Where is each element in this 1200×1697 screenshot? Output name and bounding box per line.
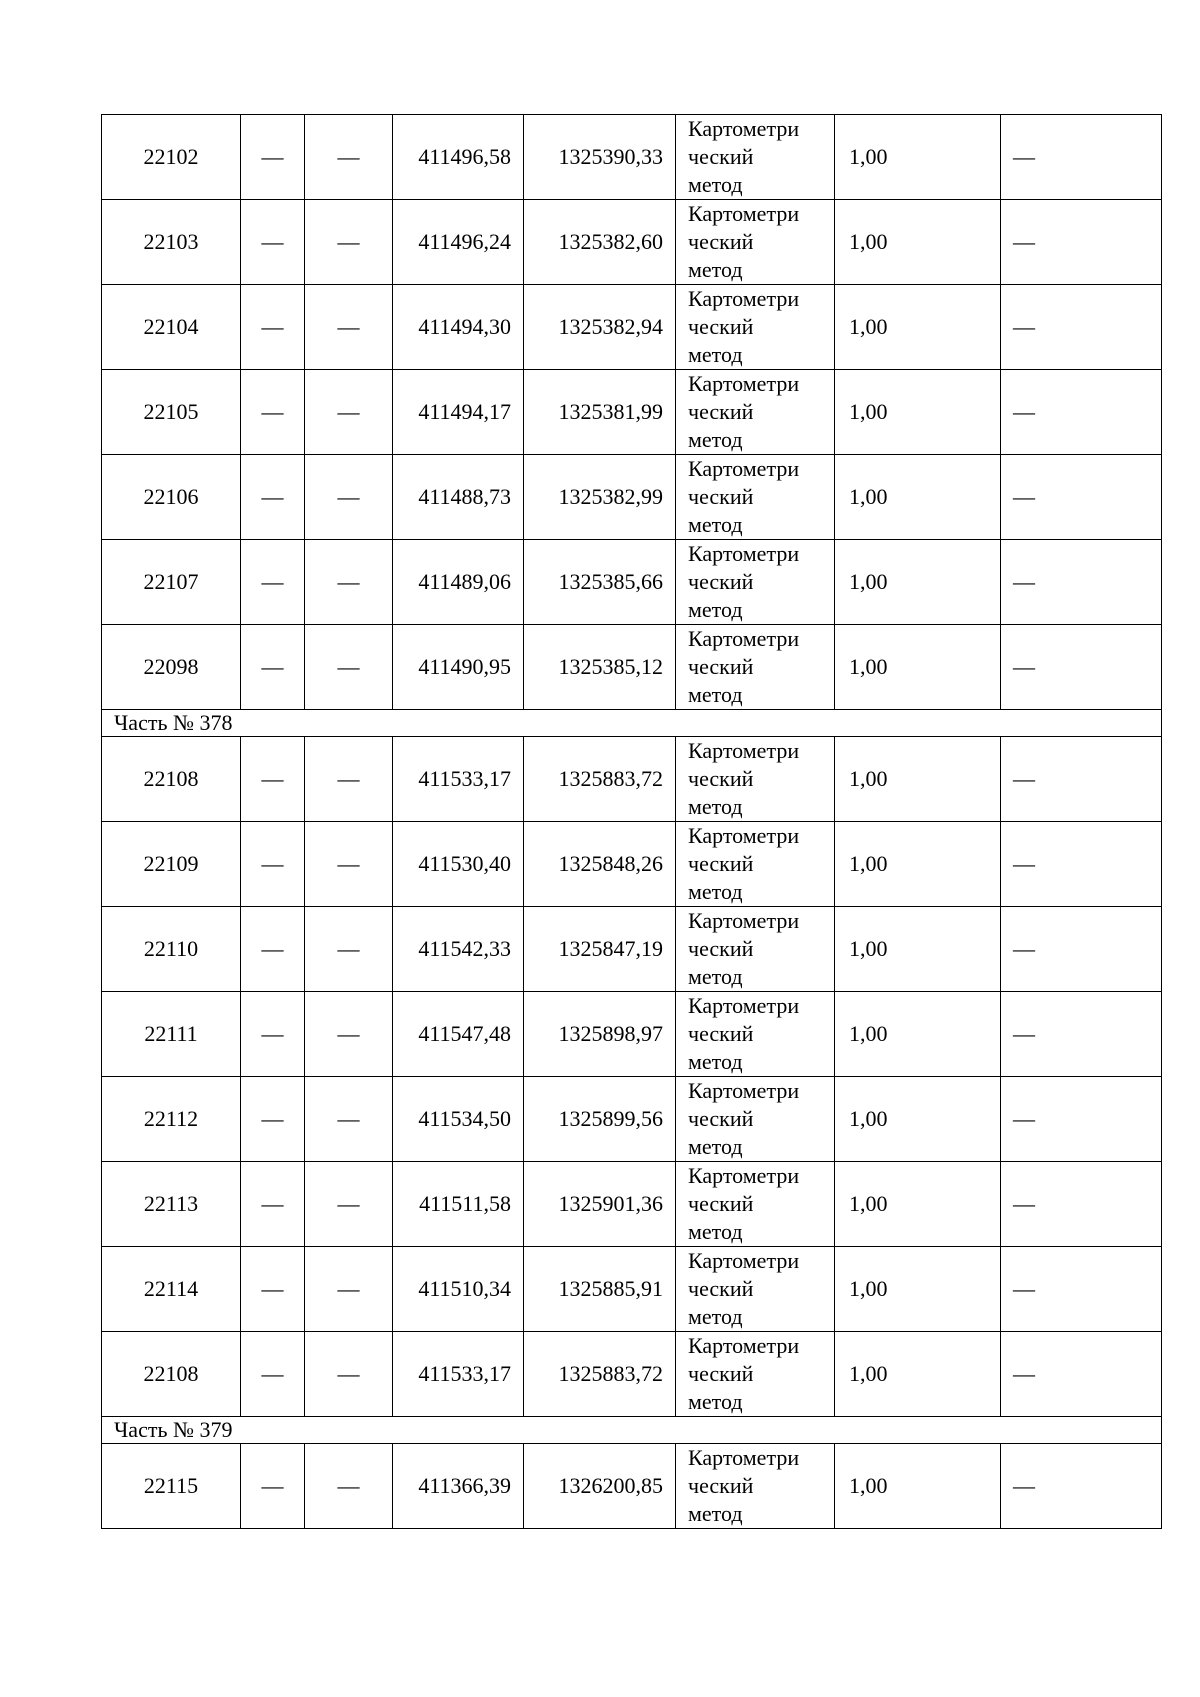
- x-coordinate-cell: 411547,48: [393, 992, 524, 1077]
- old-x-cell: —: [241, 285, 305, 370]
- old-x-cell: —: [241, 370, 305, 455]
- old-x-cell: —: [241, 200, 305, 285]
- accuracy-cell: 1,00: [835, 200, 1001, 285]
- y-coordinate-cell: 1325885,91: [524, 1247, 676, 1332]
- method-cell: [676, 822, 835, 907]
- description-cell: —: [1001, 737, 1162, 822]
- table-row: [102, 285, 1162, 370]
- point-number-cell: 22098: [102, 625, 241, 710]
- method-cell: [676, 285, 835, 370]
- method-text: Картометри ческий метод: [688, 626, 800, 707]
- point-number-cell: 22115: [102, 1444, 241, 1529]
- point-number-cell: 22109: [102, 822, 241, 907]
- table-row: [102, 1247, 1162, 1332]
- accuracy-cell: 1,00: [835, 1247, 1001, 1332]
- accuracy-cell: 1,00: [835, 1332, 1001, 1417]
- section-header-row: [102, 710, 1162, 737]
- description-cell: —: [1001, 1332, 1162, 1417]
- table-row: [102, 737, 1162, 822]
- accuracy-cell: 1,00: [835, 1162, 1001, 1247]
- old-y-cell: —: [305, 1332, 393, 1417]
- y-coordinate-cell: 1325848,26: [524, 822, 676, 907]
- old-y-cell: —: [305, 907, 393, 992]
- method-text: Картометри ческий метод: [688, 908, 800, 989]
- method-cell: [676, 200, 835, 285]
- table-row: [102, 822, 1162, 907]
- method-text: Картометри ческий метод: [688, 541, 800, 622]
- old-y-cell: —: [305, 1077, 393, 1162]
- section-label: Часть № 379: [102, 1417, 1162, 1444]
- method-cell: [676, 1162, 835, 1247]
- method-cell: [676, 1332, 835, 1417]
- method-text: Картометри ческий метод: [688, 1333, 800, 1414]
- method-text: Картометри ческий метод: [688, 1078, 800, 1159]
- old-x-cell: —: [241, 1444, 305, 1529]
- section-header-row: [102, 1417, 1162, 1444]
- y-coordinate-cell: 1325899,56: [524, 1077, 676, 1162]
- x-coordinate-cell: 411511,58: [393, 1162, 524, 1247]
- table-row: [102, 1332, 1162, 1417]
- old-y-cell: —: [305, 992, 393, 1077]
- method-cell: [676, 907, 835, 992]
- method-cell: [676, 455, 835, 540]
- table-row: [102, 992, 1162, 1077]
- x-coordinate-cell: 411488,73: [393, 455, 524, 540]
- table-row: [102, 115, 1162, 200]
- y-coordinate-cell: 1325385,12: [524, 625, 676, 710]
- old-y-cell: —: [305, 822, 393, 907]
- method-cell: [676, 1077, 835, 1162]
- x-coordinate-cell: 411534,50: [393, 1077, 524, 1162]
- table-row: [102, 540, 1162, 625]
- y-coordinate-cell: 1325382,99: [524, 455, 676, 540]
- table-row: [102, 625, 1162, 710]
- point-number-cell: 22111: [102, 992, 241, 1077]
- x-coordinate-cell: 411366,39: [393, 1444, 524, 1529]
- y-coordinate-cell: 1325883,72: [524, 737, 676, 822]
- y-coordinate-cell: 1325883,72: [524, 1332, 676, 1417]
- accuracy-cell: 1,00: [835, 1444, 1001, 1529]
- old-x-cell: —: [241, 115, 305, 200]
- description-cell: —: [1001, 1077, 1162, 1162]
- method-cell: [676, 1444, 835, 1529]
- point-number-cell: 22114: [102, 1247, 241, 1332]
- old-x-cell: —: [241, 1247, 305, 1332]
- description-cell: —: [1001, 115, 1162, 200]
- x-coordinate-cell: 411496,58: [393, 115, 524, 200]
- x-coordinate-cell: 411533,17: [393, 1332, 524, 1417]
- section-label: Часть № 378: [102, 710, 1162, 737]
- old-x-cell: —: [241, 455, 305, 540]
- method-cell: [676, 625, 835, 710]
- accuracy-cell: 1,00: [835, 115, 1001, 200]
- x-coordinate-cell: 411489,06: [393, 540, 524, 625]
- old-y-cell: —: [305, 1162, 393, 1247]
- method-cell: [676, 992, 835, 1077]
- old-x-cell: —: [241, 1077, 305, 1162]
- table-row: [102, 1444, 1162, 1529]
- x-coordinate-cell: 411494,17: [393, 370, 524, 455]
- x-coordinate-cell: 411494,30: [393, 285, 524, 370]
- description-cell: —: [1001, 200, 1162, 285]
- method-text: Картометри ческий метод: [688, 201, 800, 282]
- description-cell: —: [1001, 1162, 1162, 1247]
- description-cell: —: [1001, 455, 1162, 540]
- accuracy-cell: 1,00: [835, 1077, 1001, 1162]
- description-cell: —: [1001, 1444, 1162, 1529]
- method-cell: [676, 737, 835, 822]
- coordinates-table: [101, 114, 1162, 1529]
- description-cell: —: [1001, 370, 1162, 455]
- accuracy-cell: 1,00: [835, 285, 1001, 370]
- method-text: Картометри ческий метод: [688, 1445, 800, 1526]
- old-x-cell: —: [241, 1162, 305, 1247]
- y-coordinate-cell: 1325381,99: [524, 370, 676, 455]
- accuracy-cell: 1,00: [835, 737, 1001, 822]
- point-number-cell: 22113: [102, 1162, 241, 1247]
- y-coordinate-cell: 1325382,94: [524, 285, 676, 370]
- y-coordinate-cell: 1325385,66: [524, 540, 676, 625]
- old-y-cell: —: [305, 370, 393, 455]
- point-number-cell: 22105: [102, 370, 241, 455]
- old-y-cell: —: [305, 200, 393, 285]
- point-number-cell: 22108: [102, 737, 241, 822]
- old-y-cell: —: [305, 285, 393, 370]
- x-coordinate-cell: 411530,40: [393, 822, 524, 907]
- old-y-cell: —: [305, 625, 393, 710]
- table-row: [102, 907, 1162, 992]
- old-x-cell: —: [241, 992, 305, 1077]
- method-text: Картометри ческий метод: [688, 738, 800, 819]
- old-y-cell: —: [305, 737, 393, 822]
- y-coordinate-cell: 1325898,97: [524, 992, 676, 1077]
- old-y-cell: —: [305, 1444, 393, 1529]
- description-cell: —: [1001, 907, 1162, 992]
- old-y-cell: —: [305, 115, 393, 200]
- table-row: [102, 455, 1162, 540]
- point-number-cell: 22108: [102, 1332, 241, 1417]
- accuracy-cell: 1,00: [835, 907, 1001, 992]
- x-coordinate-cell: 411496,24: [393, 200, 524, 285]
- method-text: Картометри ческий метод: [688, 116, 800, 197]
- table-row: [102, 1077, 1162, 1162]
- y-coordinate-cell: 1325382,60: [524, 200, 676, 285]
- accuracy-cell: 1,00: [835, 540, 1001, 625]
- old-y-cell: —: [305, 455, 393, 540]
- point-number-cell: 22110: [102, 907, 241, 992]
- old-x-cell: —: [241, 540, 305, 625]
- old-y-cell: —: [305, 1247, 393, 1332]
- x-coordinate-cell: 411510,34: [393, 1247, 524, 1332]
- point-number-cell: 22103: [102, 200, 241, 285]
- method-text: Картометри ческий метод: [688, 286, 800, 367]
- table-row: [102, 1162, 1162, 1247]
- description-cell: —: [1001, 285, 1162, 370]
- accuracy-cell: 1,00: [835, 822, 1001, 907]
- y-coordinate-cell: 1326200,85: [524, 1444, 676, 1529]
- old-x-cell: —: [241, 625, 305, 710]
- point-number-cell: 22112: [102, 1077, 241, 1162]
- old-x-cell: —: [241, 907, 305, 992]
- method-cell: [676, 115, 835, 200]
- accuracy-cell: 1,00: [835, 992, 1001, 1077]
- y-coordinate-cell: 1325847,19: [524, 907, 676, 992]
- accuracy-cell: 1,00: [835, 455, 1001, 540]
- description-cell: —: [1001, 540, 1162, 625]
- method-text: Картометри ческий метод: [688, 371, 800, 452]
- table-row: [102, 200, 1162, 285]
- old-x-cell: —: [241, 1332, 305, 1417]
- old-x-cell: —: [241, 822, 305, 907]
- x-coordinate-cell: 411542,33: [393, 907, 524, 992]
- x-coordinate-cell: 411533,17: [393, 737, 524, 822]
- old-y-cell: —: [305, 540, 393, 625]
- point-number-cell: 22102: [102, 115, 241, 200]
- table-row: [102, 370, 1162, 455]
- method-text: Картометри ческий метод: [688, 1248, 800, 1329]
- x-coordinate-cell: 411490,95: [393, 625, 524, 710]
- table-body: [102, 115, 1162, 1529]
- method-cell: [676, 540, 835, 625]
- point-number-cell: 22106: [102, 455, 241, 540]
- y-coordinate-cell: 1325390,33: [524, 115, 676, 200]
- description-cell: —: [1001, 822, 1162, 907]
- y-coordinate-cell: 1325901,36: [524, 1162, 676, 1247]
- accuracy-cell: 1,00: [835, 625, 1001, 710]
- point-number-cell: 22104: [102, 285, 241, 370]
- method-cell: [676, 370, 835, 455]
- description-cell: —: [1001, 992, 1162, 1077]
- method-text: Картометри ческий метод: [688, 1163, 800, 1244]
- old-x-cell: —: [241, 737, 305, 822]
- accuracy-cell: 1,00: [835, 370, 1001, 455]
- point-number-cell: 22107: [102, 540, 241, 625]
- method-text: Картометри ческий метод: [688, 823, 800, 904]
- description-cell: —: [1001, 1247, 1162, 1332]
- method-text: Картометри ческий метод: [688, 993, 800, 1074]
- method-text: Картометри ческий метод: [688, 456, 800, 537]
- description-cell: —: [1001, 625, 1162, 710]
- method-cell: [676, 1247, 835, 1332]
